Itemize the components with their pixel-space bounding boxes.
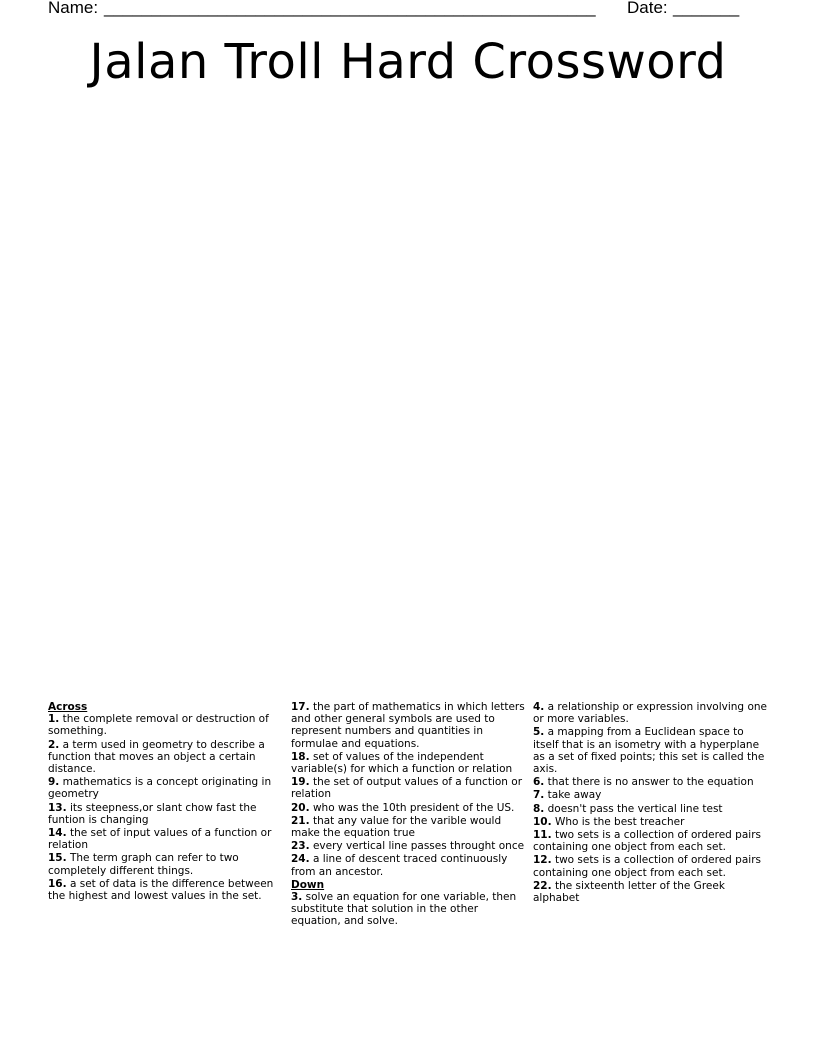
clue-text: every vertical line passes throught once	[312, 840, 525, 853]
clue-down-4	[533, 701, 769, 725]
clue-text: a mapping from a Euclidean space to itself that is an isometry with a hyperplane as a set of fixed points; this set is called the axis.	[533, 726, 765, 776]
clue-down-11	[533, 829, 769, 853]
clue-text: a term used in geometry to describe a function that moves an object a certain distance.	[48, 738, 265, 776]
clues-section	[48, 701, 778, 961]
clue-number: 10.	[533, 815, 552, 828]
clue-number: 21.	[291, 814, 310, 827]
clue-down-12	[533, 854, 769, 878]
clue-text: a line of descent traced continuously from an ancestor.	[291, 853, 508, 878]
clue-down-22	[533, 880, 769, 904]
clue-number: 20.	[291, 801, 310, 814]
clue-text: who was the 10th president of the US.	[312, 801, 515, 814]
clue-down-8	[533, 803, 769, 815]
clue-text: that there is no answer to the equation	[547, 776, 754, 789]
clue-across-21	[291, 815, 527, 839]
clue-text: two sets is a collection of ordered pairs containing one object from each set.	[533, 854, 761, 879]
clue-across-20	[291, 802, 527, 814]
clue-across-1	[48, 713, 280, 737]
name-label: Name:	[48, 0, 99, 17]
clue-across-14	[48, 827, 280, 851]
clue-down-3	[291, 891, 527, 928]
clue-down-5	[533, 726, 769, 775]
clue-text: a relationship or expression involving one or more variables.	[533, 701, 767, 726]
clue-number: 1.	[48, 713, 60, 726]
clue-number: 6.	[533, 776, 545, 789]
clue-down-6	[533, 776, 769, 788]
clue-column-2	[291, 701, 527, 929]
clue-across-18	[291, 751, 527, 775]
clue-number: 24.	[291, 853, 310, 866]
date-field: _______	[673, 0, 740, 17]
clue-across-19	[291, 776, 527, 800]
across-heading: Across	[48, 701, 88, 713]
clue-across-2	[48, 739, 280, 776]
clue-text: set of values of the independent variable(s) for which a function or relation	[291, 750, 513, 776]
clue-text: a set of data is the difference between the highest and lowest values in the set.	[48, 877, 274, 903]
clue-down-7	[533, 789, 769, 801]
clue-text: take away	[547, 789, 602, 802]
clue-number: 17.	[291, 701, 310, 713]
clue-number: 16.	[48, 877, 67, 890]
clue-text: doesn't pass the vertical line test	[547, 802, 723, 815]
clue-text: the sixteenth letter of the Greek alphabet	[533, 879, 725, 905]
clue-number: 3.	[291, 891, 303, 904]
clue-number: 8.	[533, 802, 545, 815]
clue-number: 15.	[48, 852, 67, 865]
clue-across-17	[291, 701, 527, 750]
clue-number: 12.	[533, 854, 552, 867]
clue-text: Who is the best treacher	[554, 815, 685, 828]
clue-across-24	[291, 853, 527, 877]
clue-number: 19.	[291, 776, 310, 789]
clue-text: the set of output values of a function or relation	[291, 776, 523, 801]
clue-number: 5.	[533, 726, 545, 739]
clue-column-1	[48, 701, 280, 903]
page-title: Jalan Troll Hard Crossword	[89, 34, 727, 90]
clue-across-15	[48, 852, 280, 876]
clue-number: 14.	[48, 827, 67, 840]
clue-text: that any value for the varible would make the equation true	[291, 814, 502, 840]
clue-text: mathematics is a concept originating in geometry	[48, 776, 272, 801]
name-field: ____________________________________________________	[104, 0, 596, 17]
clue-column-3	[533, 701, 769, 905]
clue-across-13	[48, 802, 280, 826]
clue-number: 18.	[291, 750, 310, 763]
clue-text: the part of mathematics in which letters and other general symbols are used to represent numbers and quantities in formulae and equations.	[291, 701, 525, 750]
clue-number: 2.	[48, 738, 60, 751]
clue-text: solve an equation for one variable, then substitute that solution in the other equation, and solve.	[291, 891, 517, 928]
clue-number: 9.	[48, 776, 60, 789]
clue-number: 11.	[533, 829, 552, 842]
clue-across-9	[48, 776, 280, 800]
name-date-header	[48, 0, 768, 20]
clue-number: 7.	[533, 789, 545, 802]
clue-across-16	[48, 878, 280, 902]
clue-text: The term graph can refer to two completely different things.	[48, 852, 239, 877]
date-label: Date:	[627, 0, 668, 17]
clue-number: 23.	[291, 840, 310, 853]
clue-number: 13.	[48, 801, 67, 814]
clue-across-23	[291, 840, 527, 852]
clue-text: two sets is a collection of ordered pairs containing one object from each set.	[533, 829, 761, 854]
clue-number: 22.	[533, 879, 552, 892]
down-heading: Down	[291, 878, 325, 891]
clue-number: 4.	[533, 701, 545, 713]
clue-text: the set of input values of a function or relation	[48, 827, 272, 852]
clue-text: its steepness,or slant chow fast the funtion is changing	[48, 801, 257, 826]
clue-text: the complete removal or destruction of something.	[48, 713, 269, 738]
clue-down-10	[533, 816, 769, 828]
